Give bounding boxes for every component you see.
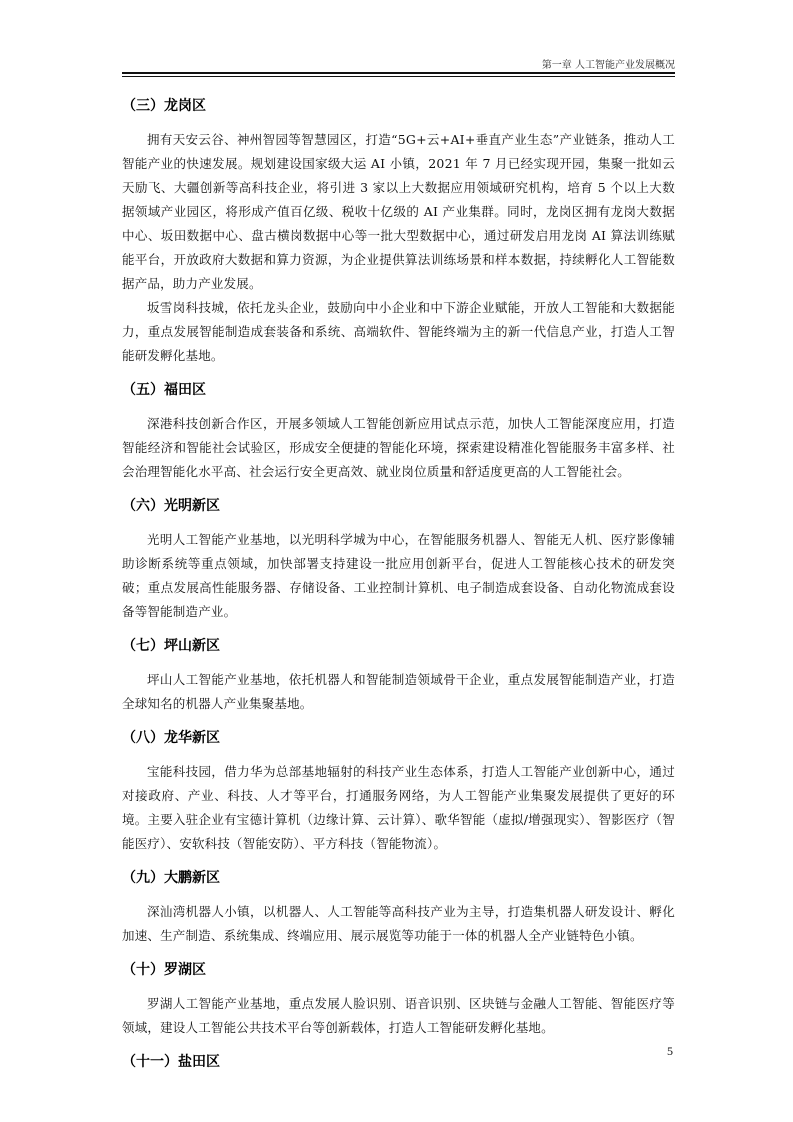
section-heading: （十）罗湖区 xyxy=(122,962,206,978)
section-heading: （九）大鹏新区 xyxy=(122,870,220,886)
section-heading: （五）福田区 xyxy=(122,382,206,398)
header-rule-thick xyxy=(122,72,675,74)
section-heading: （三）龙岗区 xyxy=(122,98,206,114)
section-dapeng xyxy=(122,868,675,948)
running-header: 第一章 人工智能产业发展概况 xyxy=(541,60,675,71)
section-pingshan xyxy=(122,636,675,716)
section-futian xyxy=(122,380,675,484)
section-yantian xyxy=(122,1052,675,1072)
paragraph: 深港科技创新合作区，开展多领域人工智能创新应用试点示范，加快人工智能深度应用，打造智能经济和智能社会试验区，形成安全便捷的智能化环境，探索建设精准化智能服务丰富多样、社会治理智能化水平高、社会运行安全更高效、就业岗位质量和舒适度更高的人工智能社会。 xyxy=(122,416,675,479)
section-heading: （十一）盐田区 xyxy=(122,1054,220,1070)
header-rule-thin xyxy=(122,76,675,77)
section-heading: （六）光明新区 xyxy=(122,498,220,514)
paragraph: 罗湖人工智能产业基地，重点发展人脸识别、语音识别、区块链与金融人工智能、智能医疗等领域，建设人工智能公共技术平台等创新载体，打造人工智能研发孵化基地。 xyxy=(122,996,675,1035)
document-body xyxy=(122,96,675,1084)
paragraph: 拥有天安云谷、神州智园等智慧园区，打造“5G+云+AI+垂直产业生态”产业链条，推动人工智能产业的快速发展。规划建设国家级大运 AI 小镇，2021 年 7 月已经实现开园，集聚一批如云天励飞、大疆创新等高科技企业，将引进 3 家以上大数据应用领域研究机构，培育 5 个以上大数据领域产业园区，将形成产值百亿级、税收十亿级的 AI 产业集群。同时，龙岗区拥有龙岗大数据中心、坂田数据中心、盘古横岗数据中心等一批大型数据中心，通过研发启用龙岗 AI 算法训练赋能平台，开放政府大数据和算力资源，为企业提供算法训练场景和样本数据，持续孵化人工智能数据产品，助力产业发展。 xyxy=(122,132,675,291)
paragraph: 宝能科技园，借力华为总部基地辐射的科技产业生态体系，打造人工智能产业创新中心，通过对接政府、产业、科技、人才等平台，打通服务网络，为人工智能产业集聚发展提供了更好的环境。主要入驻企业有宝德计算机（边缘计算、云计算）、歌华智能（虚拟/增强现实）、智影医疗（智能医疗）、安软科技（智能安防）、平方科技（智能物流）。 xyxy=(122,764,675,851)
section-guangming xyxy=(122,496,675,624)
section-longgang xyxy=(122,96,675,368)
section-heading: （八）龙华新区 xyxy=(122,730,220,746)
paragraph: 坂雪岗科技城，依托龙头企业，鼓励向中小企业和中下游企业赋能，开放人工智能和大数据能力，重点发展智能制造成套装备和系统、高端软件、智能终端为主的新一代信息产业，打造人工智能研发孵化基地。 xyxy=(122,300,675,363)
section-luohu xyxy=(122,960,675,1040)
section-heading: （七）坪山新区 xyxy=(122,638,220,654)
section-longhua xyxy=(122,728,675,856)
paragraph: 坪山人工智能产业基地，依托机器人和智能制造领域骨干企业，重点发展智能制造产业，打造全球知名的机器人产业集聚基地。 xyxy=(122,672,675,711)
page-number: 5 xyxy=(667,1044,673,1058)
paragraph: 光明人工智能产业基地，以光明科学城为中心，在智能服务机器人、智能无人机、医疗影像辅助诊断系统等重点领域，加快部署支持建设一批应用创新平台，促进人工智能核心技术的研发突破；重点发展高性能服务器、存储设备、工业控制计算机、电子制造成套设备、自动化物流成套设备等智能制造产业。 xyxy=(122,532,675,619)
paragraph: 深汕湾机器人小镇，以机器人、人工智能等高科技产业为主导，打造集机器人研发设计、孵化加速、生产制造、系统集成、终端应用、展示展览等功能于一体的机器人全产业链特色小镇。 xyxy=(122,904,675,943)
